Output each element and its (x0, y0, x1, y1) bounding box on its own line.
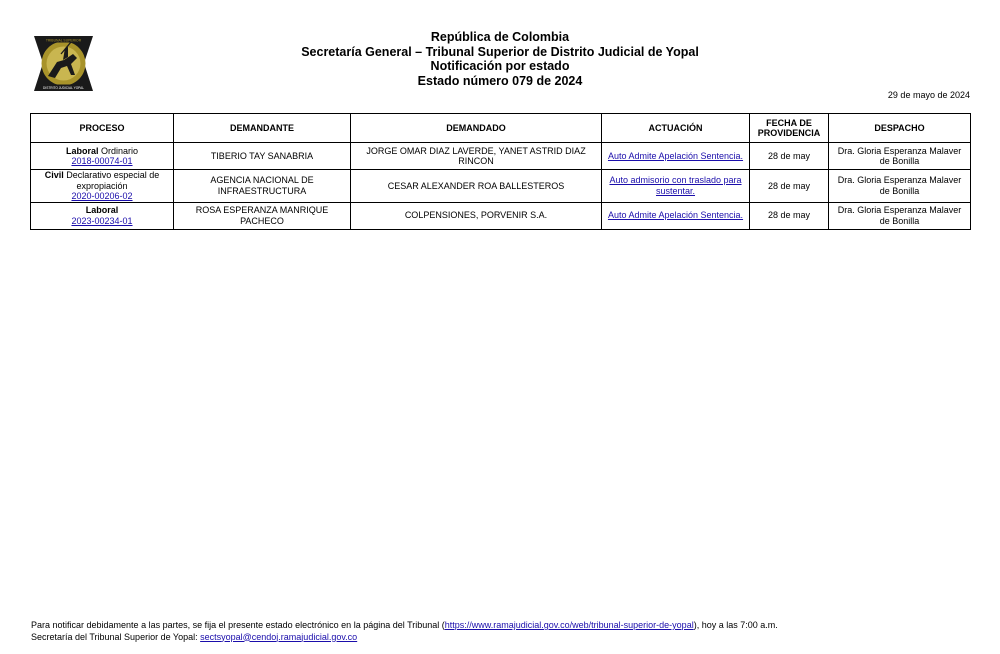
secretaria-email-link[interactable]: sectsyopal@cendoj.ramajudicial.gov.co (200, 631, 358, 642)
col-actuacion: ACTUACIÓN (602, 114, 750, 143)
col-fecha-providencia: FECHA DE PROVIDENCIA (750, 114, 829, 143)
despacho-cell: Dra. Gloria Esperanza Malaver de Bonilla (829, 170, 971, 203)
actuacion-link[interactable]: Auto Admite Apelación Sentencia. (607, 150, 744, 161)
col-proceso: PROCESO (31, 114, 174, 143)
radicado-link[interactable]: 2020-00206-02 (71, 191, 133, 201)
col-demandante: DEMANDANTE (174, 114, 351, 143)
actuacion-link[interactable]: Auto Admite Apelación Sentencia. (607, 210, 744, 221)
actuacion-cell (602, 170, 750, 203)
svg-text:TRIBUNAL SUPERIOR: TRIBUNAL SUPERIOR (45, 38, 82, 43)
document-footer (31, 620, 778, 643)
header-estado-numero: Estado número 079 de 2024 (417, 73, 583, 88)
demandado-cell: JORGE OMAR DIAZ LAVERDE, YANET ASTRID DIAZ RINCON (351, 143, 602, 170)
tribunal-website-link[interactable]: https://www.ramajudicial.gov.co/web/tribunal-superior-de-yopal (444, 620, 694, 630)
footer-contact: Secretaría del Tribunal Superior de Yopal: sectsyopal@cendoj.ramajudicial.gov.co (31, 631, 358, 642)
header-notificacion: Notificación por estado (430, 59, 570, 73)
proceso-tipo: Laboral (85, 205, 119, 215)
demandado-cell: CESAR ALEXANDER ROA BALLESTEROS (351, 170, 602, 203)
radicado-link[interactable]: 2018-00074-01 (71, 156, 133, 166)
header-secretaria: Secretaría General – Tribunal Superior de Distrito Judicial de Yopal (301, 44, 699, 59)
despacho-cell: Dra. Gloria Esperanza Malaver de Bonilla (829, 202, 971, 229)
col-demandado: DEMANDADO (351, 114, 602, 143)
fecha-cell: 28 de may (750, 202, 829, 229)
actuacion-link[interactable]: Auto admisorio con traslado para sustentar. (609, 175, 742, 196)
proceso-clase: Ordinario (101, 145, 139, 156)
proceso-cell (31, 170, 174, 203)
col-despacho: DESPACHO (829, 114, 971, 143)
actuacion-cell (602, 143, 750, 170)
table-row (31, 143, 971, 170)
table-row (31, 170, 971, 203)
proceso-clase: Declarativo especial de expropiación (66, 170, 160, 191)
despacho-cell: Dra. Gloria Esperanza Malaver de Bonilla (829, 143, 971, 170)
proceso-cell (31, 202, 174, 229)
proceso-tipo: Laboral (65, 145, 99, 156)
fecha-cell: 28 de may (750, 170, 829, 203)
table-row (31, 202, 971, 229)
proceso-cell (31, 143, 174, 170)
header-country: República de Colombia (430, 30, 570, 44)
demandado-cell: COLPENSIONES, PORVENIR S.A. (351, 202, 602, 229)
radicado-link[interactable]: 2023-00234-01 (71, 215, 133, 226)
actuacion-cell (602, 202, 750, 229)
proceso-tipo: Civil (44, 170, 64, 180)
fecha-cell: 28 de may (750, 143, 829, 170)
demandante-cell: ROSA ESPERANZA MANRIQUE PACHECO (174, 202, 351, 229)
estados-table (30, 113, 971, 230)
svg-text:DISTRITO JUDICIAL YOPAL: DISTRITO JUDICIAL YOPAL (43, 85, 84, 90)
document-header (0, 30, 1000, 88)
table-header-row (31, 114, 971, 143)
demandante-cell: TIBERIO TAY SANABRIA (174, 143, 351, 170)
document-date: 29 de mayo de 2024 (887, 90, 970, 100)
footer-notice: Para notificar debidamente a las partes, se fija el presente estado electrónico en la página del Tribunal (https://www.ramajudicial.gov.co/web/tribunal-superior-de-yopal), hoy a las 7:00 a.m. (31, 620, 778, 630)
demandante-cell: AGENCIA NACIONAL DE INFRAESTRUCTURA (174, 170, 351, 203)
